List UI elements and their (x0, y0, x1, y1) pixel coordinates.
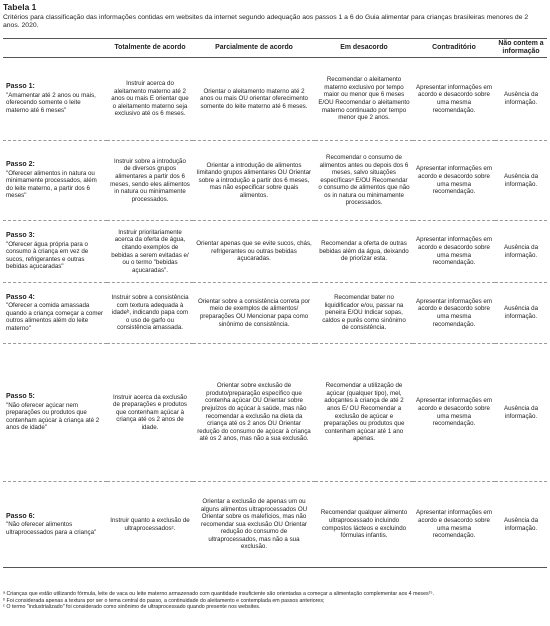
table-header-row (3, 39, 547, 58)
step-text: "Oferecer água própria para o consumo à criança em vez de sucos, refrigerantes e outras bebidas açucaradas" (6, 240, 89, 271)
table-row (3, 482, 547, 568)
step-title: Passo 3: (6, 232, 35, 240)
header-parcialmente: Parcialmente de acordo (193, 39, 315, 58)
step-text: "Não oferecer açúcar nem preparações ou produtos que contenham açúcar à criança até 2 anos de idade" (6, 401, 100, 432)
step-text: "Oferecer alimentos in natura ou minimamente processados, além do leite materno, a partir dos 6 meses" (6, 169, 97, 200)
step-cell (3, 141, 107, 221)
cell-contraditorio: Apresentar informações em acordo e desacordo sobre uma mesma recomendação. (413, 221, 495, 283)
cell-desacordo: Recomendar a oferta de outras bebidas além da água, deixando de priorizar esta. (315, 221, 413, 283)
table-row (3, 344, 547, 482)
table-title: Tabela 1 (3, 2, 37, 12)
footnote-b: ᵇ Foi considerada apenas a textura por ser o tema central do passo, a continuidade do aleitamento e contemplada em passos anteriores; (3, 597, 325, 604)
step-title: Passo 5: (6, 393, 35, 401)
header-totalmente: Totalmente de acordo (107, 39, 193, 58)
cell-totalmente: Instruir sobre a introdução de diversos grupos alimentares a partir dos 6 meses, sendo eles alimentos in natura ou minimamente processados. (107, 141, 193, 221)
cell-desacordo: Recomendar bater no liquidificador e/ou, passar na peneira E/OU Indicar sopas, caldos e purês como sinônimo de consistência. (315, 283, 413, 344)
cell-contraditorio: Apresentar informações em acordo e desacordo sobre uma mesma recomendação. (413, 344, 495, 482)
step-text: "Não oferecer alimentos ultraprocessados para a criança" (6, 521, 97, 536)
cell-desacordo: Recomendar o consumo de alimentos antes ou depois dos 6 meses, salvo situações específicasᵃ E/OU Recomendar o consumo de alimentos que não os in natura ou minimamente processados. (315, 141, 413, 221)
cell-desacordo: Recomendar o aleitamento materno exclusivo por tempo maior ou menor que 6 meses E/OU Recomendar o aleitamento materno continuado por tempo menor que 2 anos. (315, 58, 413, 141)
cell-desacordo: Recomendar a utilização de açúcar (qualquer tipo), mel, adoçantes à criança de até 2 anos E/ OU Recomendar a exclusão de açúcar e preparações ou produtos que contenham açúcar até 1 ano apenas. (315, 344, 413, 482)
table-row (3, 141, 547, 221)
step-cell (3, 58, 107, 141)
cell-contraditorio: Apresentar informações em acordo e desacordo sobre uma mesma recomendação. (413, 283, 495, 344)
cell-parcialmente: Orientar o aleitamento materno até 2 anos ou mais OU orientar oferecimento somente do leite materno até 6 meses. (193, 58, 315, 141)
header-nao-contem: Não contem a informação (495, 39, 547, 58)
cell-totalmente: Instruir sobre a consistência com textura adequada à idadeᵇ, indicando papa com o uso de garfo ou consistência amassada. (107, 283, 193, 344)
cell-desacordo: Recomendar qualquer alimento ultraprocessado incluindo compostos lácteos e excluindo fórmulas infantis. (315, 482, 413, 568)
cell-ausencia: Ausência da informação. (495, 141, 547, 221)
criteria-table (3, 38, 547, 568)
footnotes (3, 591, 547, 611)
cell-ausencia: Ausência da informação. (495, 344, 547, 482)
step-cell (3, 221, 107, 283)
step-title: Passo 2: (6, 161, 35, 169)
cell-totalmente: Instruir prioritariamente acerca da oferta de água, citando exemplos de bebidas a serem evitadas e/ ou o termo "bebidas açucaradas". (107, 221, 193, 283)
header-desacordo: Em desacordo (315, 39, 413, 58)
step-title: Passo 4: (6, 293, 35, 301)
table-row (3, 58, 547, 141)
cell-totalmente: Instruir acerca do aleitamento materno até 2 anos ou mais E orientar que o aleitamento materno seja exclusivo até os 6 meses. (107, 58, 193, 141)
table-row (3, 221, 547, 283)
step-text: "Amamentar até 2 anos ou mais, oferecendo somente o leite materno até 6 meses" (6, 91, 96, 114)
cell-parcialmente: Orientar sobre a consistência correta por meio de exemplos de alimentos/ preparações OU Mencionar papa como sinônimo de consistência. (193, 283, 315, 344)
cell-parcialmente: Orientar sobre exclusão de produto/preparação específico que contenha açúcar OU Orientar sobre prejuízos do açúcar à saúde, mas não recomendar a exclusão na dieta da criança até os 2 anos OU Orientar redução do consumo de açúcar à criança até os 2 anos, mas não a sua exclusão. (193, 344, 315, 482)
footnote-a: ᵃ Crianças que estão utilizando fórmula, leite de vaca ou leite materno armazenado com quantidade insuficiente são orientadas a começar a alimentação complementar aos 4 meses¹⁵. (3, 591, 435, 597)
cell-parcialmente: Orientar apenas que se evite sucos, chás, refrigerantes ou outras bebidas açucaradas. (193, 221, 315, 283)
cell-ausencia: Ausência da informação. (495, 482, 547, 568)
header-contraditorio: Contraditório (413, 39, 495, 58)
cell-ausencia: Ausência da informação. (495, 283, 547, 344)
cell-contraditorio: Apresentar informações em acordo e desacordo sobre uma mesma recomendação. (413, 58, 495, 141)
cell-totalmente: Instruir acerca da exclusão de preparações e produtos que contenham açúcar à criança até os 2 anos de idade. (107, 344, 193, 482)
cell-totalmente: Instruir quanto a exclusão de ultraprocessadosᶜ. (107, 482, 193, 568)
step-cell (3, 344, 107, 482)
cell-parcialmente: Orientar a introdução de alimentos limitando grupos alimentares OU Orientar sobre a introdução a partir dos 6 meses, mas não especificar sobre quais alimentos. (193, 141, 315, 221)
step-text: "Oferecer a comida amassada quando a criança começar a comer outros alimentos além do leite materno" (6, 302, 103, 332)
cell-parcialmente: Orientar a exclusão de apenas um ou alguns alimentos ultraprocessados OU Orientar sobre os malefícios, mas não recomendar sua exclusão OU Orientar redução do consumo de ultraprocessados, mas não a sua exclusão. (193, 482, 315, 568)
cell-ausencia: Ausência da informação. (495, 221, 547, 283)
footnote-c: ᶜ O termo "industrializado" foi considerado como sinônimo de ultraprocessado quando presente nos websites. (3, 604, 261, 611)
step-cell (3, 482, 107, 568)
step-title: Passo 6: (6, 512, 35, 520)
step-cell (3, 283, 107, 344)
table-row (3, 283, 547, 344)
cell-ausencia: Ausência da informação. (495, 58, 547, 141)
step-title: Passo 1: (6, 83, 35, 91)
cell-contraditorio: Apresentar informações em acordo e desacordo sobre uma mesma recomendação. (413, 141, 495, 221)
header-step (3, 39, 107, 58)
cell-contraditorio: Apresentar informações em acordo e desacordo sobre uma mesma recomendação. (413, 482, 495, 568)
table-caption: Critérios para classificação das informações contidas em websites da internet segundo adequação aos passos 1 a 6 do Guia alimentar para crianças brasileiras menores de 2 anos. 2020. (3, 14, 529, 30)
